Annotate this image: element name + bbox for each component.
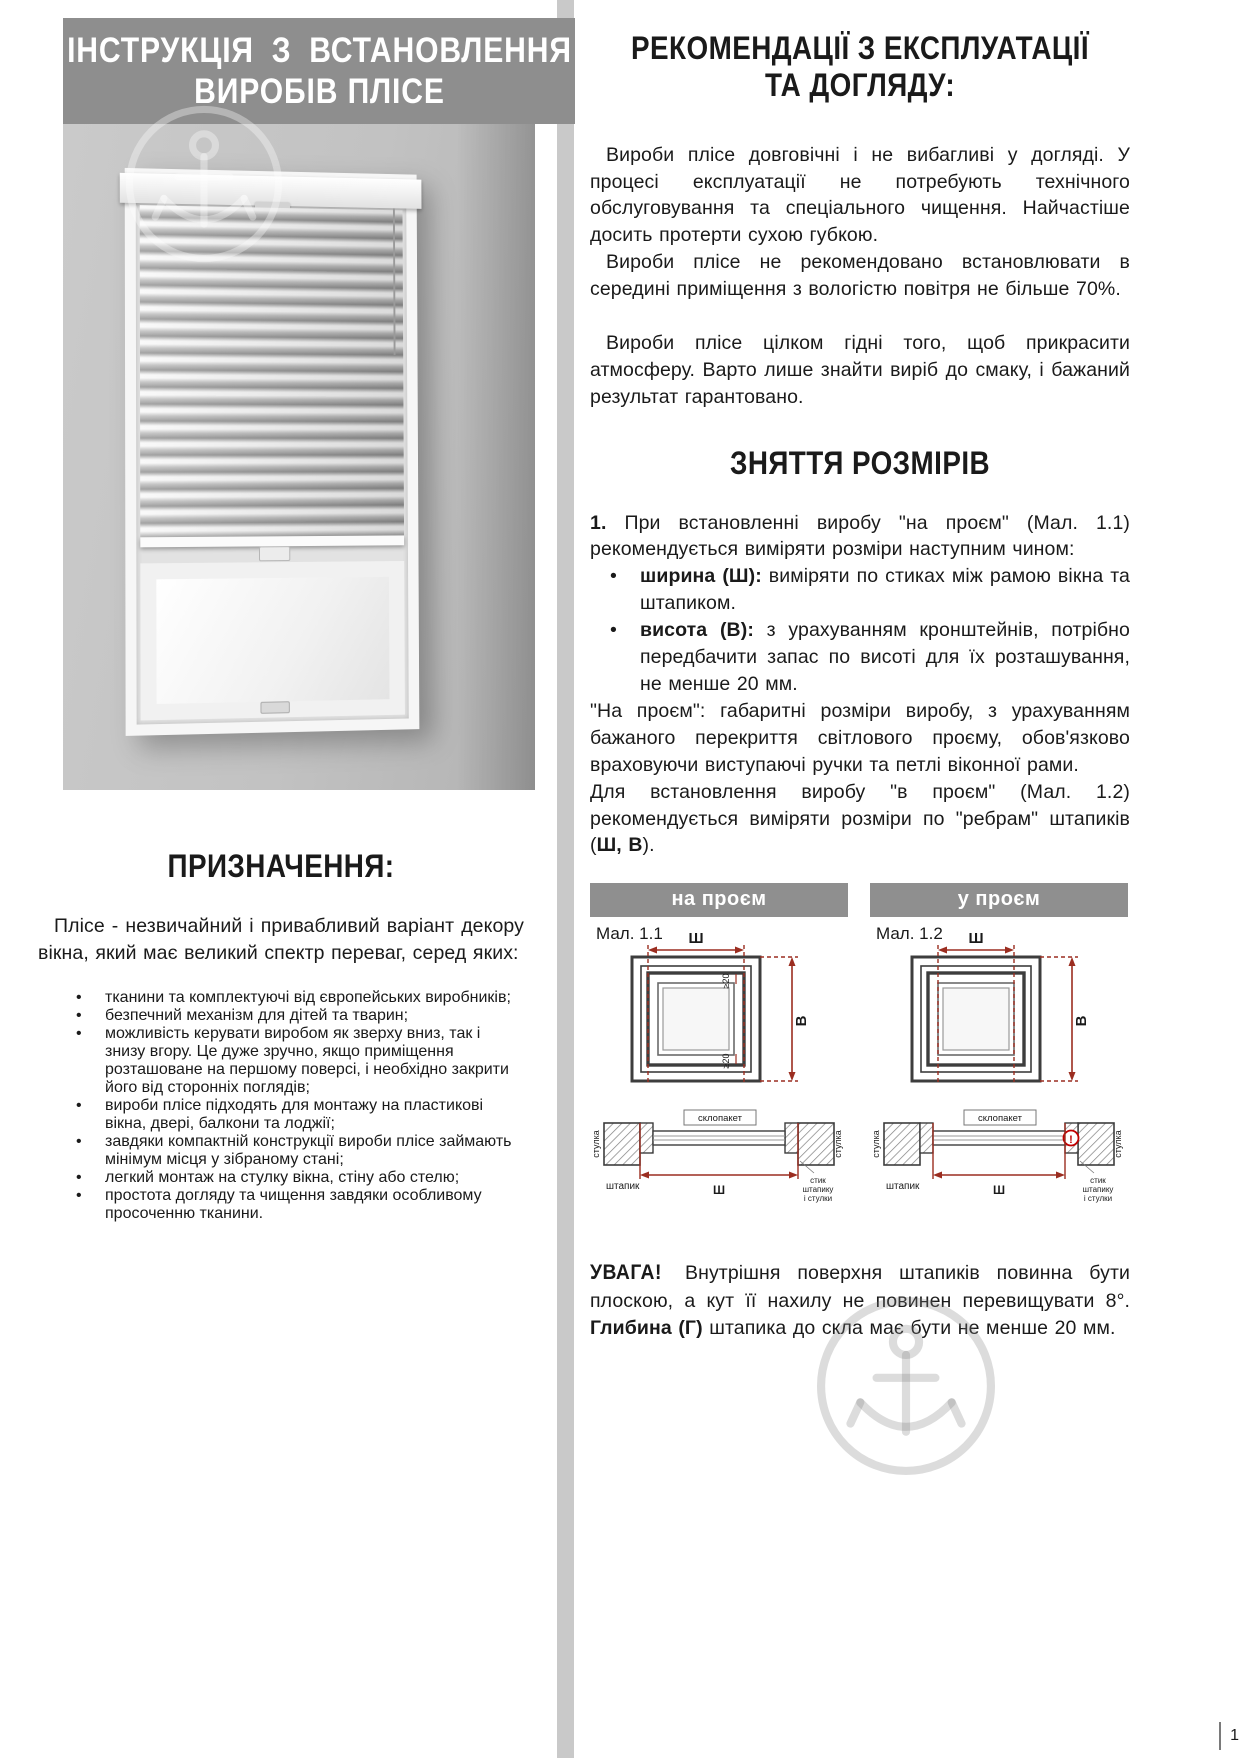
right-column — [590, 0, 1130, 1342]
list-item: • висота (В): з урахуванням кронштейнів, потрібно передбачити запас по висоті для їх розташування, не менше 20 мм. — [590, 617, 1130, 698]
purpose-list — [38, 989, 524, 1223]
measuring-diagrams — [590, 883, 1130, 1217]
page-footer — [1219, 1722, 1239, 1750]
gte20-top-label: ≥20 — [721, 973, 731, 989]
diagram-drawing-na-proem — [590, 917, 848, 1217]
sash-right-label: стулка — [833, 1130, 843, 1159]
page-number: 1 — [1230, 1727, 1239, 1744]
diagram-na-proem — [590, 883, 848, 1217]
left-header-banner — [63, 18, 575, 124]
list-item: • легкий монтаж на стулку вікна, стіну або стелю; — [38, 1169, 524, 1187]
joint-label: штапику — [1082, 1185, 1114, 1195]
footer-divider — [1219, 1722, 1221, 1750]
dim-width-label: Ш — [688, 930, 704, 948]
joint-label: штапику — [802, 1185, 834, 1195]
glazing-label: склопакет — [978, 1113, 1022, 1125]
sash-left-label: стулка — [591, 1130, 601, 1159]
sash-handle — [260, 701, 289, 714]
window-glass — [156, 577, 389, 704]
joint-label: і стулки — [1083, 1194, 1113, 1204]
diagram-drawing-u-proem — [870, 917, 1128, 1217]
dim-height-label: В — [1073, 1015, 1090, 1027]
shade-handle — [259, 546, 290, 561]
care-paragraph-1: Вироби плісе довговічні і не вибагливі у догляді. У процесі експлуатації не потребують технічного обслуговування та спеціального чищення. Найчастіше досить протерти сухою губкою. — [590, 143, 1130, 247]
window-illustration — [125, 168, 420, 736]
doc-title-line2: ВИРОБІВ ПЛІСЕ — [193, 72, 445, 111]
diagram-u-proem — [870, 883, 1128, 1217]
joint-label: стик — [1090, 1176, 1106, 1186]
purpose-heading: ПРИЗНАЧЕННЯ: — [167, 848, 395, 884]
bead-label: штапик — [606, 1181, 640, 1193]
diagram-caption: Мал. 1.1 — [596, 924, 663, 944]
purpose-intro: Плісе - незвичайний і привабливий варіант декору вікна, який має великий спектр переваг, серед яких: — [38, 914, 524, 964]
step-number: 1. — [590, 511, 607, 534]
gte20-bottom-label: ≥20 — [721, 1053, 731, 1069]
product-photo — [63, 124, 535, 790]
doc-title — [26, 30, 613, 113]
warning-exclamation-icon: ! — [1069, 1134, 1073, 1147]
window-sash — [140, 561, 405, 720]
measuring-paragraph-v: Для встановлення виробу "в проєм" (Мал. 1.2) рекомендується виміряти розміри по "ребрам" штапиків (Ш, В). — [590, 780, 1130, 857]
sash-right-label: стулка — [1113, 1130, 1123, 1159]
list-item: • простота догляду та чищення завдяки особливому просоченню тканини. — [38, 1187, 524, 1223]
sash-left-label: стулка — [871, 1130, 881, 1159]
list-item: • вироби плісе підходять для монтажу на пластикові вікна, двері, балкони та лоджії; — [38, 1097, 524, 1133]
joint-label: і стулки — [803, 1194, 833, 1204]
diagram-header: на проєм — [590, 883, 848, 917]
doc-title-line1: ІНСТРУКЦІЯ З ВСТАНОВЛЕННЯ — [66, 30, 572, 70]
list-item: • ширина (Ш): виміряти по стиках між рамою вікна та штапиком. — [590, 563, 1130, 617]
care-paragraph-3: Вироби плісе цілком гідні того, щоб прикрасити атмосферу. Варто лише знайти виріб до смаку, і бажаний результат гарантовано. — [590, 332, 1130, 408]
bead-label: штапик — [886, 1181, 920, 1193]
attention-label: УВАГА! — [590, 1261, 662, 1285]
pleated-shade — [140, 205, 404, 537]
measuring-paragraph-na: "На проєм": габаритні розміри виробу, з урахуванням бажаного перекриття світлового проєму, обов'язково враховуючи виступаючі ручки та петлі віконної рами. — [590, 699, 1130, 776]
measuring-step-1: 1. При встановленні виробу "на проєм" (Мал. 1.1) рекомендується виміряти розміри наступним чином: — [590, 511, 1130, 561]
diagram-caption: Мал. 1.2 — [876, 924, 943, 944]
glazing-label: склопакет — [698, 1113, 742, 1125]
care-paragraph-2: Вироби плісе не рекомендовано встановлювати в середині приміщення з вологістю повітря не більше 70%. — [590, 251, 1130, 301]
care-heading: РЕКОМЕНДАЦІЇ З ЕКСПЛУАТАЦІЇ ТА ДОГЛЯДУ: — [631, 30, 1089, 103]
attention-note: УВАГА! Внутрішня поверхня штапиків повинна бути плоскою, а кут її нахилу не повинен перевищувати 8°. Глибина (Г) штапика до скла має бути не менше 20 мм. — [590, 1261, 1130, 1340]
bottom-width-label: Ш — [712, 1183, 726, 1198]
bottom-width-label: Ш — [992, 1183, 1006, 1198]
list-item: • тканини та комплектуючі від європейських виробників; — [38, 989, 524, 1007]
list-item: • можливість керувати виробом як зверху вниз, так і знизу вгору. Це дуже зручно, якщо приміщення розташоване на першому поверсі, і необхідно закрити його від сторонніх поглядів; — [38, 1025, 524, 1097]
measuring-list — [590, 563, 1130, 698]
dim-height-label: В — [793, 1015, 810, 1027]
list-item: • безпечний механізм для дітей та тварин; — [38, 1007, 524, 1025]
column-divider-strip — [557, 0, 574, 1758]
joint-label: стик — [810, 1176, 826, 1186]
purpose-section — [38, 848, 524, 1223]
list-item: • завдяки компактній конструкції вироби плісе займають мінімум місця у зібраному стані; — [38, 1133, 524, 1169]
diagram-header: у проєм — [870, 883, 1128, 917]
dim-width-label: Ш — [968, 930, 984, 948]
measuring-heading: ЗНЯТТЯ РОЗМІРІВ — [729, 444, 991, 481]
